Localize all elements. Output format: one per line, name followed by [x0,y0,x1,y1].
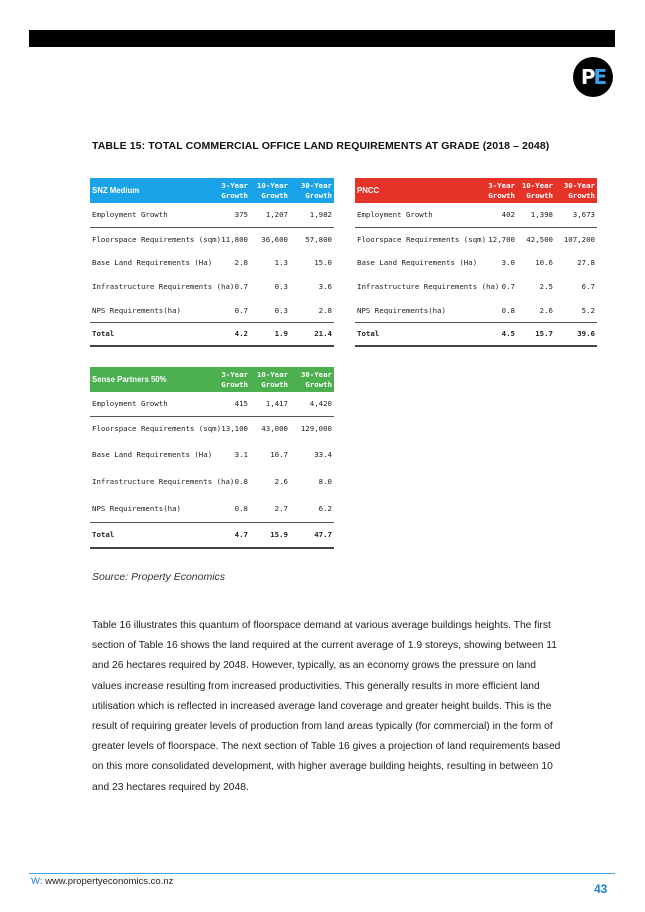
table-row: Base Land Requirements (Ha) 3.0 10.6 27.8 [357,258,595,268]
table-row: Floorspace Requirements (sqm) 12,700 42,500 107,200 [357,234,595,244]
sense-partners-table [90,367,334,549]
table-row: NPS Requirements(ha) 0.7 0.3 2.8 [90,298,334,322]
table-row: Floorspace Requirements (sqm) 13,100 43,000 129,000 [92,424,332,434]
total-row: Total 4.7 15.9 47.7 [90,522,334,548]
table-title: TABLE 15: TOTAL COMMERCIAL OFFICE LAND REQUIREMENTS AT GRADE (2018 – 2048) [92,140,550,152]
pncc-table [355,178,597,347]
table-name: Sense Partners 50% [90,367,212,392]
footer-url[interactable]: www.propertyeconomics.co.nz [45,876,174,887]
total-row: Total 4.5 15.7 39.6 [355,322,597,346]
pe-logo: P E [573,57,613,97]
col-header: 30-Year Growth [555,178,597,203]
col-header: 3-Year Growth [212,367,250,392]
table-row: Infrastructure Requirements (ha) 0.7 2.5 6.7 [357,282,595,292]
table-row: Base Land Requirements (Ha) 2.8 1.3 15.0 [92,258,332,268]
source-note: Source: Property Economics [92,571,226,583]
total-row: Total 4.2 1.9 21.4 [90,322,334,346]
col-header: 30-Year Growth [290,178,334,203]
col-header: 3-Year Growth [212,178,250,203]
col-header: 10-Year Growth [250,178,290,203]
table-row: Employment Growth 375 1,207 1,982 [90,203,334,227]
footer-divider [29,873,615,874]
snz-medium-table [90,178,334,347]
table-row: Infrastructure Requirements (ha) 0.8 2.6 8.0 [92,477,332,487]
table-row: Floorspace Requirements (sqm) 11,800 36,600 57,800 [92,234,332,244]
col-header: 3-Year Growth [481,178,517,203]
col-header: 10-Year Growth [250,367,290,392]
table-row: Base Land Requirements (Ha) 3.1 10.7 33.4 [92,450,332,460]
page-number: 43 [594,882,608,896]
footer-website [31,876,173,887]
table-row: Employment Growth 402 1,398 3,673 [355,203,597,227]
body-paragraph: Table 16 illustrates this quantum of floorspace demand at various average buildings heights. The first section of Table 16 shows the land required at the current average of 1.9 storeys, showing between 11 and 26 hectares required by 2048. However, typically, as an economy grows the pressure on land values increase resulting from increased productivities. This generally results in more efficient land utilisation which is reflected in increased average land coverage and greater height builds. This is the result of requiring greater levels of production from land areas typically (for commercial) in the form of greater levels of floorspace. The next section of Table 16 gives a projection of land requirements based on this more consolidated development, with higher average building heights, resulting in between 10 and 23 hectares required by 2048. [92,620,561,793]
table-row: Infrastructure Requirements (ha) 0.7 0.3 3.6 [92,282,332,292]
table-name: SNZ Medium [90,178,212,203]
table-row: NPS Requirements(ha) 0.8 2.7 6.2 [90,495,334,522]
table-name: PNCC [355,178,481,203]
col-header: 30-Year Growth [290,367,334,392]
table-row: Employment Growth 415 1,417 4,420 [90,392,334,416]
footer-prefix: W: [31,876,43,887]
col-header: 10-Year Growth [517,178,555,203]
top-black-bar [29,30,615,47]
table-row: NPS Requirements(ha) 0.8 2.6 5.2 [355,298,597,322]
